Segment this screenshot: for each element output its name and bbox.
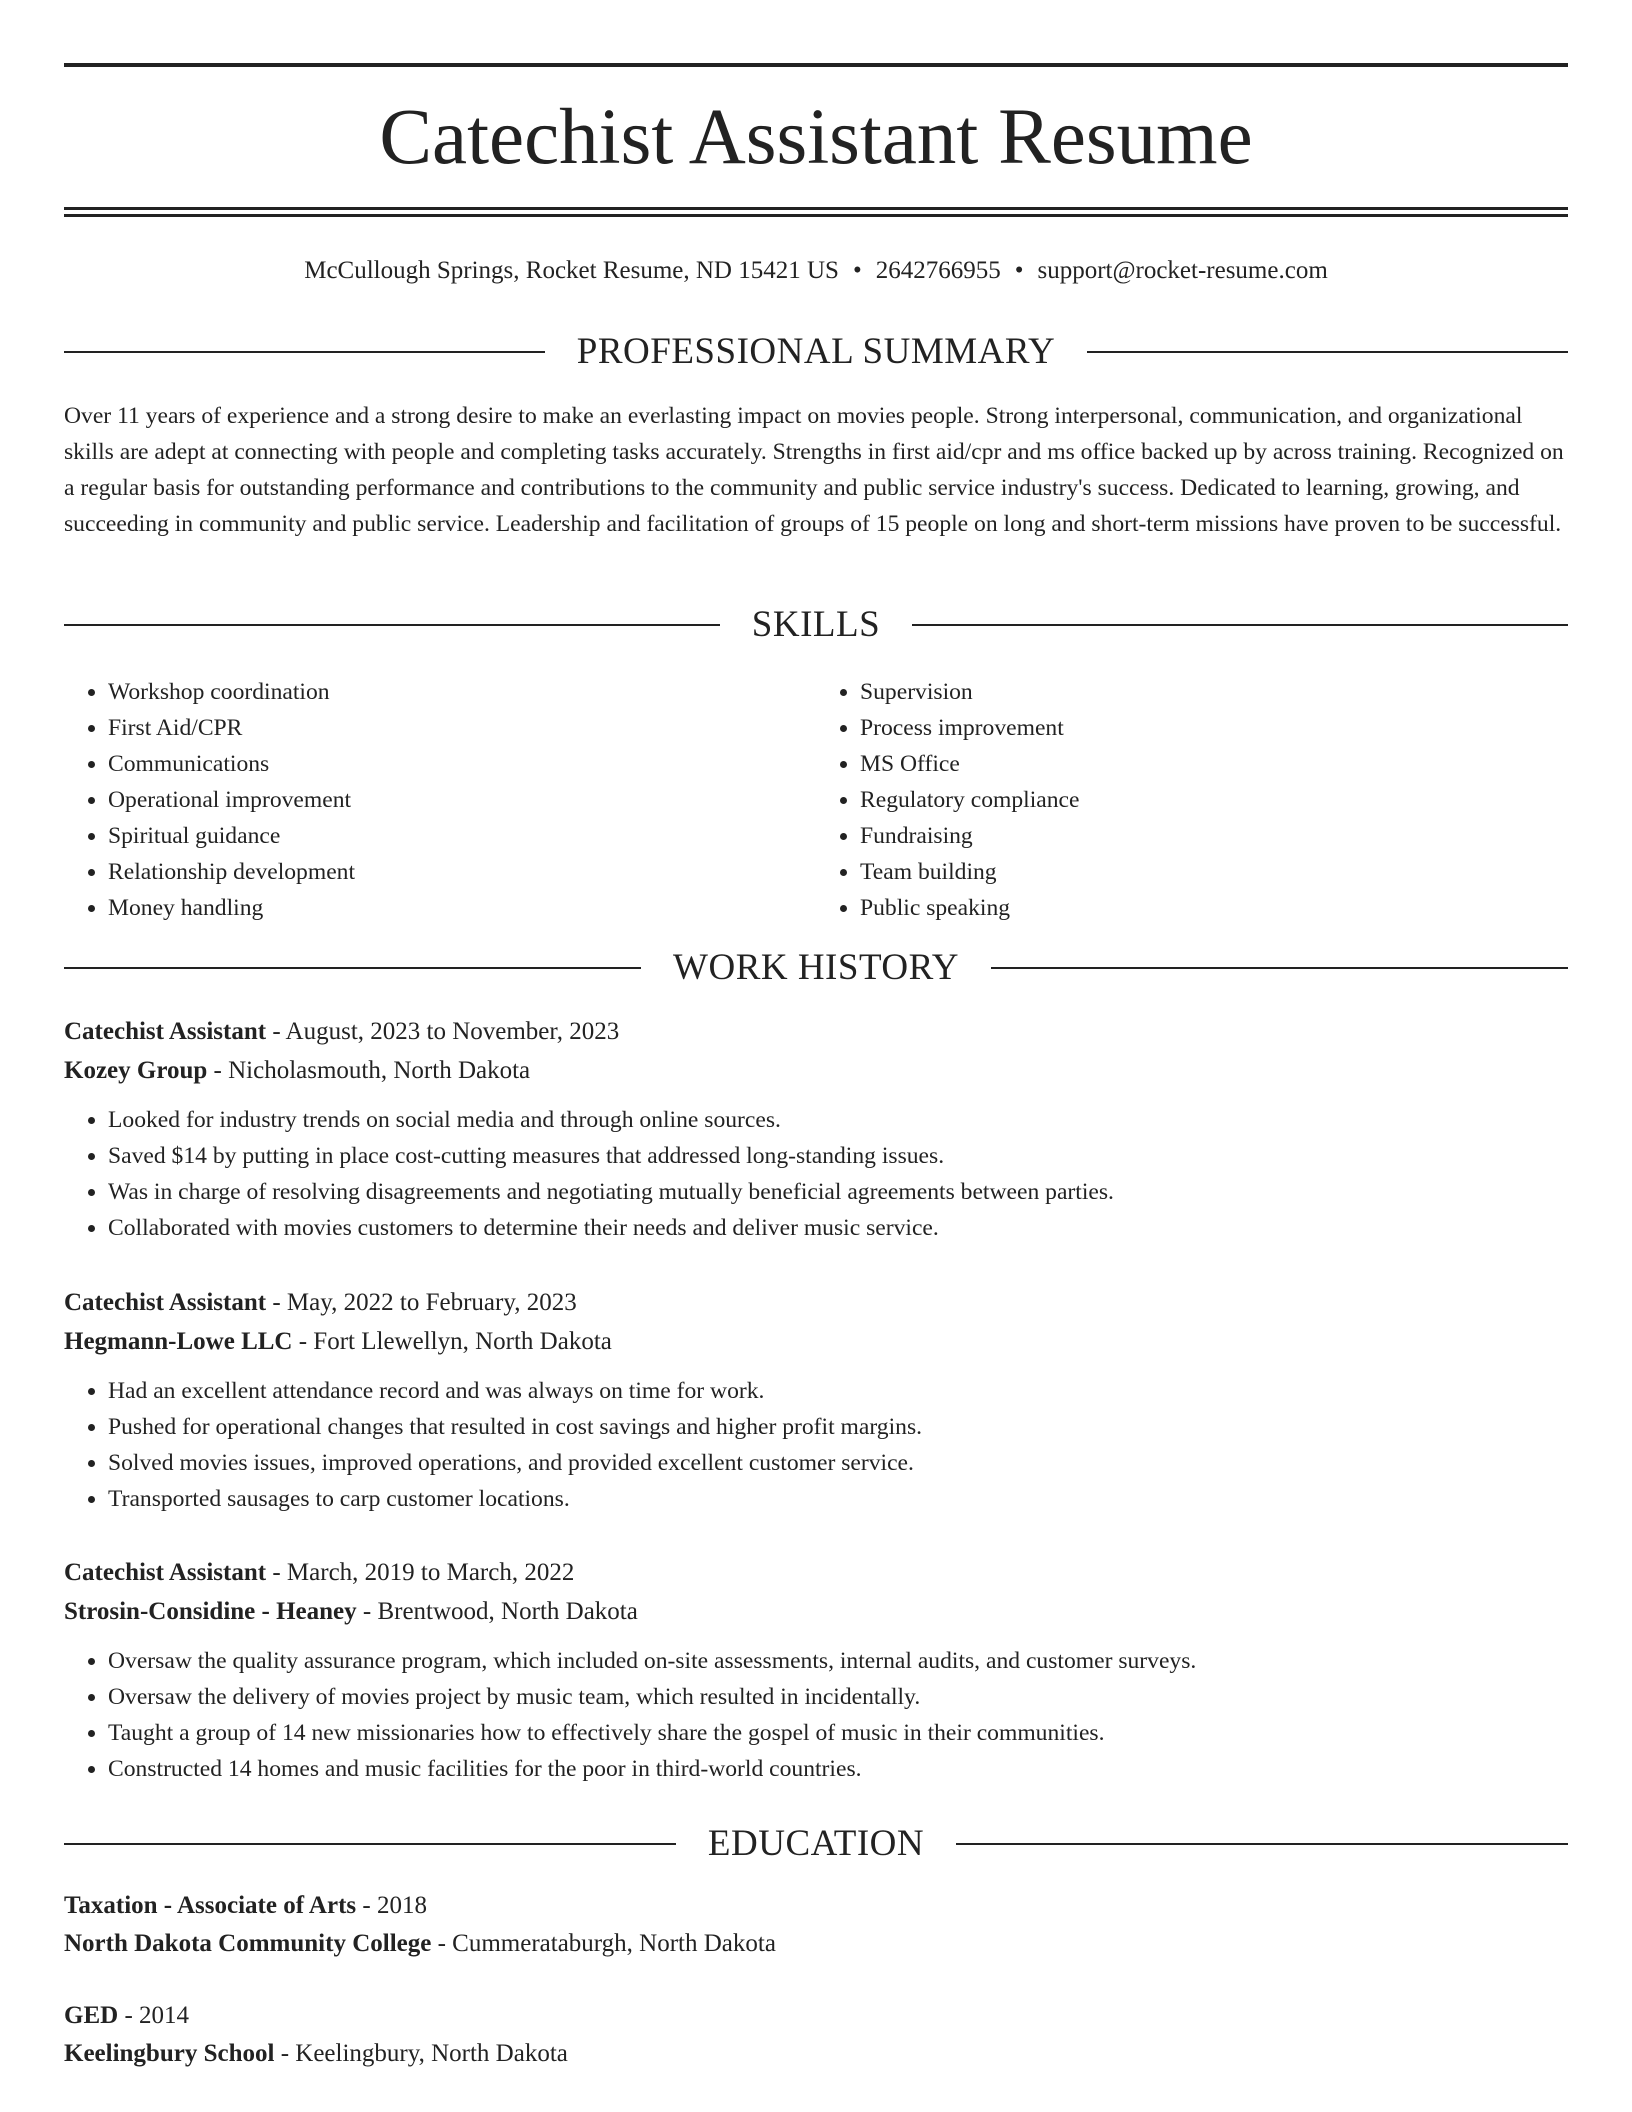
skill-item: • Spiritual guidance — [108, 818, 816, 854]
job-title-line — [64, 1012, 1568, 1051]
job-bullet: • Saved $14 by putting in place cost-cutting measures that addressed long-standing issues. — [108, 1138, 1568, 1174]
skill-item: • Process improvement — [860, 710, 1568, 746]
skills-heading-label: SKILLS — [751, 604, 881, 645]
job-bullets — [64, 1373, 1568, 1517]
contact-phone: 2642766955 — [875, 257, 1001, 284]
job-bullet: • Oversaw the delivery of movies project by music team, which resulted in incidentally. — [108, 1679, 1568, 1715]
job-title-line — [64, 1283, 1568, 1322]
job-title-line — [64, 1553, 1568, 1592]
job-bullet: • Looked for industry trends on social media and through online sources. — [108, 1102, 1568, 1138]
job-title: Catechist Assistant — [64, 1559, 267, 1586]
heading-rule-right — [1087, 351, 1568, 353]
job-location: - Nicholasmouth, North Dakota — [207, 1057, 531, 1084]
job-bullets — [64, 1102, 1568, 1246]
education-heading-label: EDUCATION — [707, 1823, 925, 1864]
job-bullet: • Had an excellent attendance record and was always on time for work. — [108, 1373, 1568, 1409]
job-bullet: • Was in charge of resolving disagreements and negotiating mutually beneficial agreements between parties. — [108, 1174, 1568, 1210]
job-dates: - May, 2022 to February, 2023 — [266, 1289, 577, 1316]
education-year: - 2014 — [118, 2002, 190, 2029]
top-rule — [64, 63, 1568, 67]
job-bullet: • Collaborated with movies customers to determine their needs and deliver music service. — [108, 1210, 1568, 1246]
education-school: Keelingbury School — [64, 2040, 275, 2067]
job-entry — [64, 1553, 1568, 1787]
contact-separator: • — [852, 257, 862, 284]
job-company: Strosin-Considine - Heaney — [64, 1598, 357, 1625]
education-degree: GED — [64, 2002, 119, 2029]
contact-line — [64, 254, 1568, 288]
skills-column-right — [816, 674, 1568, 926]
skill-item: • Public speaking — [860, 890, 1568, 926]
heading-rule-right — [956, 1843, 1568, 1845]
title-double-rule — [64, 207, 1568, 217]
skill-item: • Fundraising — [860, 818, 1568, 854]
heading-rule-right — [912, 624, 1568, 626]
job-entry — [64, 1012, 1568, 1246]
heading-rule-left — [64, 351, 545, 353]
job-bullet: • Constructed 14 homes and music facilities for the poor in third-world countries. — [108, 1751, 1568, 1787]
education-school-line — [64, 1925, 1568, 1963]
job-company: Hegmann-Lowe LLC — [64, 1328, 293, 1355]
job-dates: - March, 2019 to March, 2022 — [266, 1559, 575, 1586]
job-title: Catechist Assistant — [64, 1018, 267, 1045]
summary-text: Over 11 years of experience and a strong desire to make an everlasting impact on movies people. Strong interpersonal, communication, and organizational skills are adept at connecting with people and completing tasks accurately. Strengths in first aid/cpr and ms office backed up by across training. Recognized on a regular basis for outstanding performance and contributions to the community and public service industry's success. Dedicated to learning, growing, and succeeding in community and public service. Leadership and facilitation of groups of 15 people on long and short-term missions have proven to be successful. — [64, 403, 1564, 537]
skills-heading — [64, 603, 1568, 647]
heading-rule-right — [991, 967, 1568, 969]
job-bullet: • Transported sausages to carp customer locations. — [108, 1481, 1568, 1517]
job-bullet: • Taught a group of 14 new missionaries how to effectively share the gospel of music in their communities. — [108, 1715, 1568, 1751]
education-degree: Taxation - Associate of Arts — [64, 1892, 357, 1919]
education-school: North Dakota Community College — [64, 1930, 432, 1957]
skills-list — [64, 674, 1568, 926]
education-degree-line — [64, 1887, 1568, 1925]
job-company: Kozey Group — [64, 1057, 208, 1084]
skill-item: • Communications — [108, 746, 816, 782]
skill-item: • Relationship development — [108, 854, 816, 890]
skill-item: • Regulatory compliance — [860, 782, 1568, 818]
job-company-line — [64, 1592, 1568, 1631]
summary-heading-label: PROFESSIONAL SUMMARY — [576, 331, 1056, 372]
contact-separator: • — [1014, 257, 1024, 284]
job-company-line — [64, 1051, 1568, 1090]
skill-item: • Operational improvement — [108, 782, 816, 818]
job-entry — [64, 1283, 1568, 1517]
education-school-line — [64, 2035, 1568, 2073]
contact-email: support@rocket-resume.com — [1037, 257, 1328, 284]
heading-rule-left — [64, 1843, 676, 1845]
skill-item: • Workshop coordination — [108, 674, 816, 710]
education-degree-line — [64, 1997, 1568, 2035]
education-heading — [64, 1822, 1568, 1866]
job-dates: - August, 2023 to November, 2023 — [266, 1018, 620, 1045]
education-year: - 2018 — [356, 1892, 427, 1919]
job-title: Catechist Assistant — [64, 1289, 267, 1316]
heading-rule-left — [64, 967, 641, 969]
work-heading — [64, 946, 1568, 990]
education-entry — [64, 1997, 1568, 2073]
contact-address: McCullough Springs, Rocket Resume, ND 15421 US — [304, 257, 839, 284]
skill-item: • Money handling — [108, 890, 816, 926]
education-location: - Keelingbury, North Dakota — [274, 2040, 568, 2067]
page-title: Catechist Assistant Resume — [379, 94, 1253, 181]
heading-rule-left — [64, 624, 720, 626]
education-entry — [64, 1887, 1568, 1963]
education-location: - Cummerataburgh, North Dakota — [431, 1930, 776, 1957]
work-heading-label: WORK HISTORY — [673, 947, 959, 988]
job-company-line — [64, 1322, 1568, 1361]
skill-item: • First Aid/CPR — [108, 710, 816, 746]
skills-column-left — [64, 674, 816, 926]
skill-item: • Supervision — [860, 674, 1568, 710]
skill-item: • MS Office — [860, 746, 1568, 782]
job-bullets — [64, 1643, 1568, 1787]
summary-heading — [64, 330, 1568, 374]
job-location: - Brentwood, North Dakota — [356, 1598, 638, 1625]
job-bullet: • Pushed for operational changes that resulted in cost savings and higher profit margins. — [108, 1409, 1568, 1445]
job-bullet: • Oversaw the quality assurance program, which included on-site assessments, internal audits, and customer surveys. — [108, 1643, 1568, 1679]
skill-item: • Team building — [860, 854, 1568, 890]
job-location: - Fort Llewellyn, North Dakota — [292, 1328, 612, 1355]
job-bullet: • Solved movies issues, improved operations, and provided excellent customer service. — [108, 1445, 1568, 1481]
